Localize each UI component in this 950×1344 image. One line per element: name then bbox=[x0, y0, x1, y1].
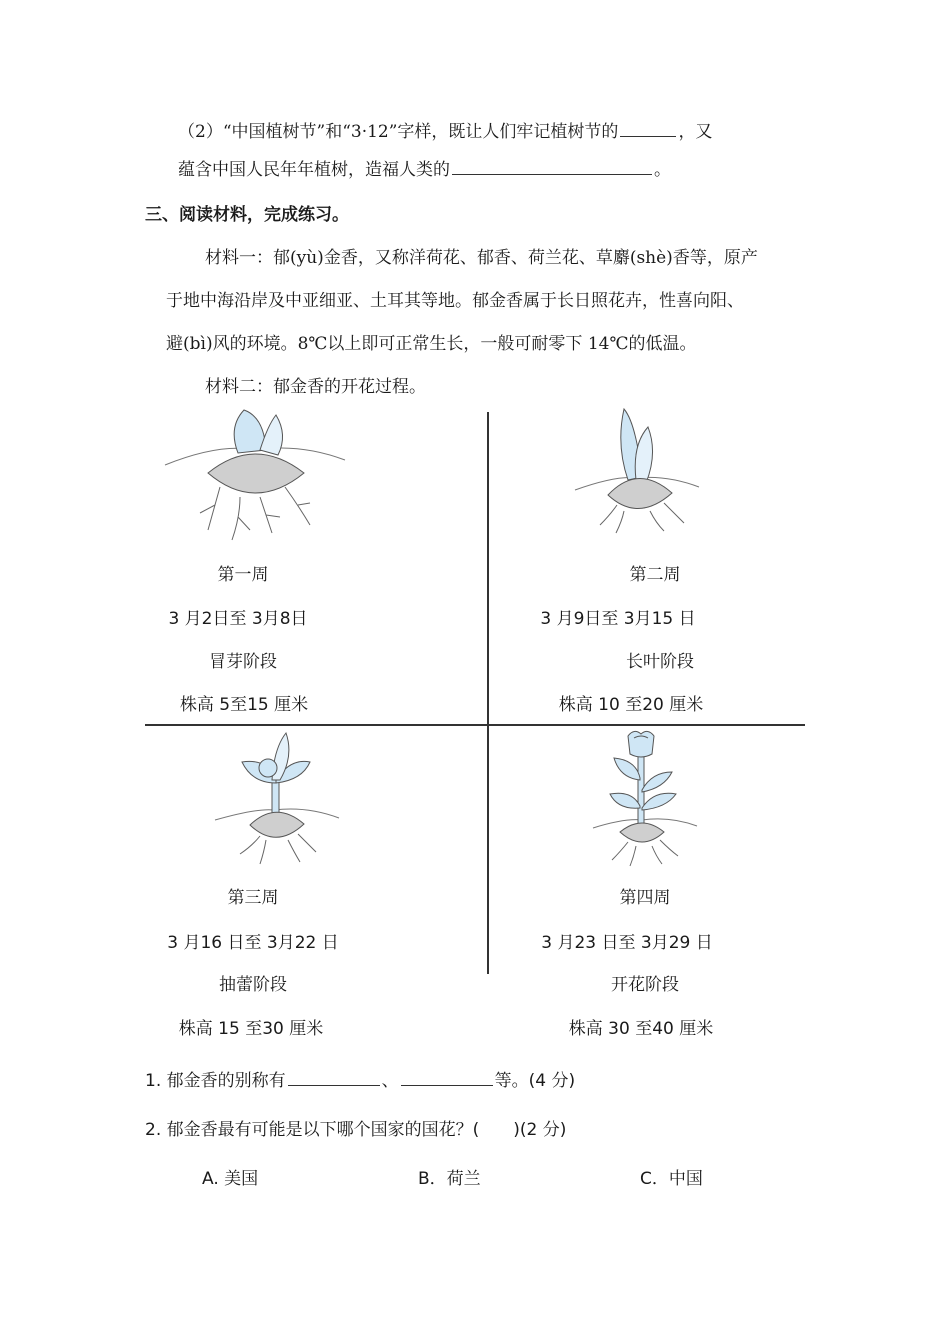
stage-2-name: 长叶阶段 bbox=[626, 652, 694, 672]
stage-2-height: 株高 10 至20 厘米 bbox=[558, 695, 704, 715]
material-1-line-1: 材料一：郁(yù)金香，又称洋荷花、郁香、荷兰花、草麝(shè)香等，原产 bbox=[205, 248, 758, 268]
material-2-line: 材料二：郁金香的开花过程。 bbox=[205, 377, 426, 397]
option-b[interactable]: B．荷兰 bbox=[418, 1169, 481, 1189]
question-2 bbox=[145, 1115, 566, 1140]
q2-line2-end: 。 bbox=[654, 160, 671, 180]
question-2-line-1 bbox=[178, 117, 712, 142]
stage-4-name: 开花阶段 bbox=[611, 975, 679, 995]
option-a[interactable]: A. 美国 bbox=[202, 1169, 259, 1189]
material-1-line-2: 于地中海沿岸及中亚细亚、土耳其等地。郁金香属于长日照花卉，性喜向阳、 bbox=[166, 291, 744, 311]
stage-3-name: 抽蕾阶段 bbox=[219, 975, 287, 995]
stage-2-week: 第二周 bbox=[629, 565, 681, 585]
q2-line1-end: ，又 bbox=[678, 122, 713, 142]
question-1 bbox=[145, 1066, 575, 1091]
question-1-separator: 、 bbox=[381, 1071, 399, 1091]
answer-blank-2[interactable] bbox=[452, 157, 652, 175]
stage-4-week: 第四周 bbox=[619, 888, 671, 908]
stage-1-dates: 3 月2日至 3月8日 bbox=[168, 609, 308, 629]
stage-3-dates: 3 月16 日至 3月22 日 bbox=[167, 933, 339, 953]
plant-flowering-illustration bbox=[590, 728, 700, 868]
q2-line1-text: （2）“中国植树节”和“3·12”字样，既让人们牢记植树节的 bbox=[178, 122, 619, 142]
option-c[interactable]: C．中国 bbox=[640, 1169, 703, 1189]
stage-3-week: 第三周 bbox=[227, 888, 279, 908]
question-2-line-2 bbox=[178, 155, 671, 180]
question-2-end: )(2 分) bbox=[513, 1120, 567, 1140]
grid-horizontal-divider bbox=[145, 724, 805, 726]
stage-1-name: 冒芽阶段 bbox=[209, 652, 277, 672]
answer-blank-alias-2[interactable] bbox=[401, 1068, 493, 1086]
stage-3-height: 株高 15 至30 厘米 bbox=[178, 1019, 324, 1039]
question-1-end: 等。(4 分) bbox=[494, 1071, 576, 1091]
plant-budding-illustration bbox=[212, 728, 342, 868]
plant-leafing-illustration bbox=[572, 405, 702, 535]
stage-2-dates: 3 月9日至 3月15 日 bbox=[540, 609, 696, 629]
stage-4-dates: 3 月23 日至 3月29 日 bbox=[541, 933, 713, 953]
grid-vertical-divider bbox=[487, 412, 489, 974]
question-1-text: 1. 郁金香的别称有 bbox=[145, 1071, 286, 1091]
plant-sprout-illustration bbox=[160, 405, 350, 545]
section-heading: 三、阅读材料，完成练习。 bbox=[145, 205, 349, 225]
stage-1-week: 第一周 bbox=[217, 565, 269, 585]
q2-line2-text: 蕴含中国人民年年植树，造福人类的 bbox=[178, 160, 450, 180]
answer-blank-1[interactable] bbox=[620, 119, 676, 137]
question-2-text: 2. 郁金香最有可能是以下哪个国家的国花？( bbox=[145, 1120, 480, 1140]
material-1-line-3: 避(bì)风的环境。8℃以上即可正常生长，一般可耐零下 14℃的低温。 bbox=[166, 334, 697, 354]
stage-4-height: 株高 30 至40 厘米 bbox=[568, 1019, 714, 1039]
answer-blank-alias-1[interactable] bbox=[288, 1068, 380, 1086]
stage-1-height: 株高 5至15 厘米 bbox=[179, 695, 309, 715]
